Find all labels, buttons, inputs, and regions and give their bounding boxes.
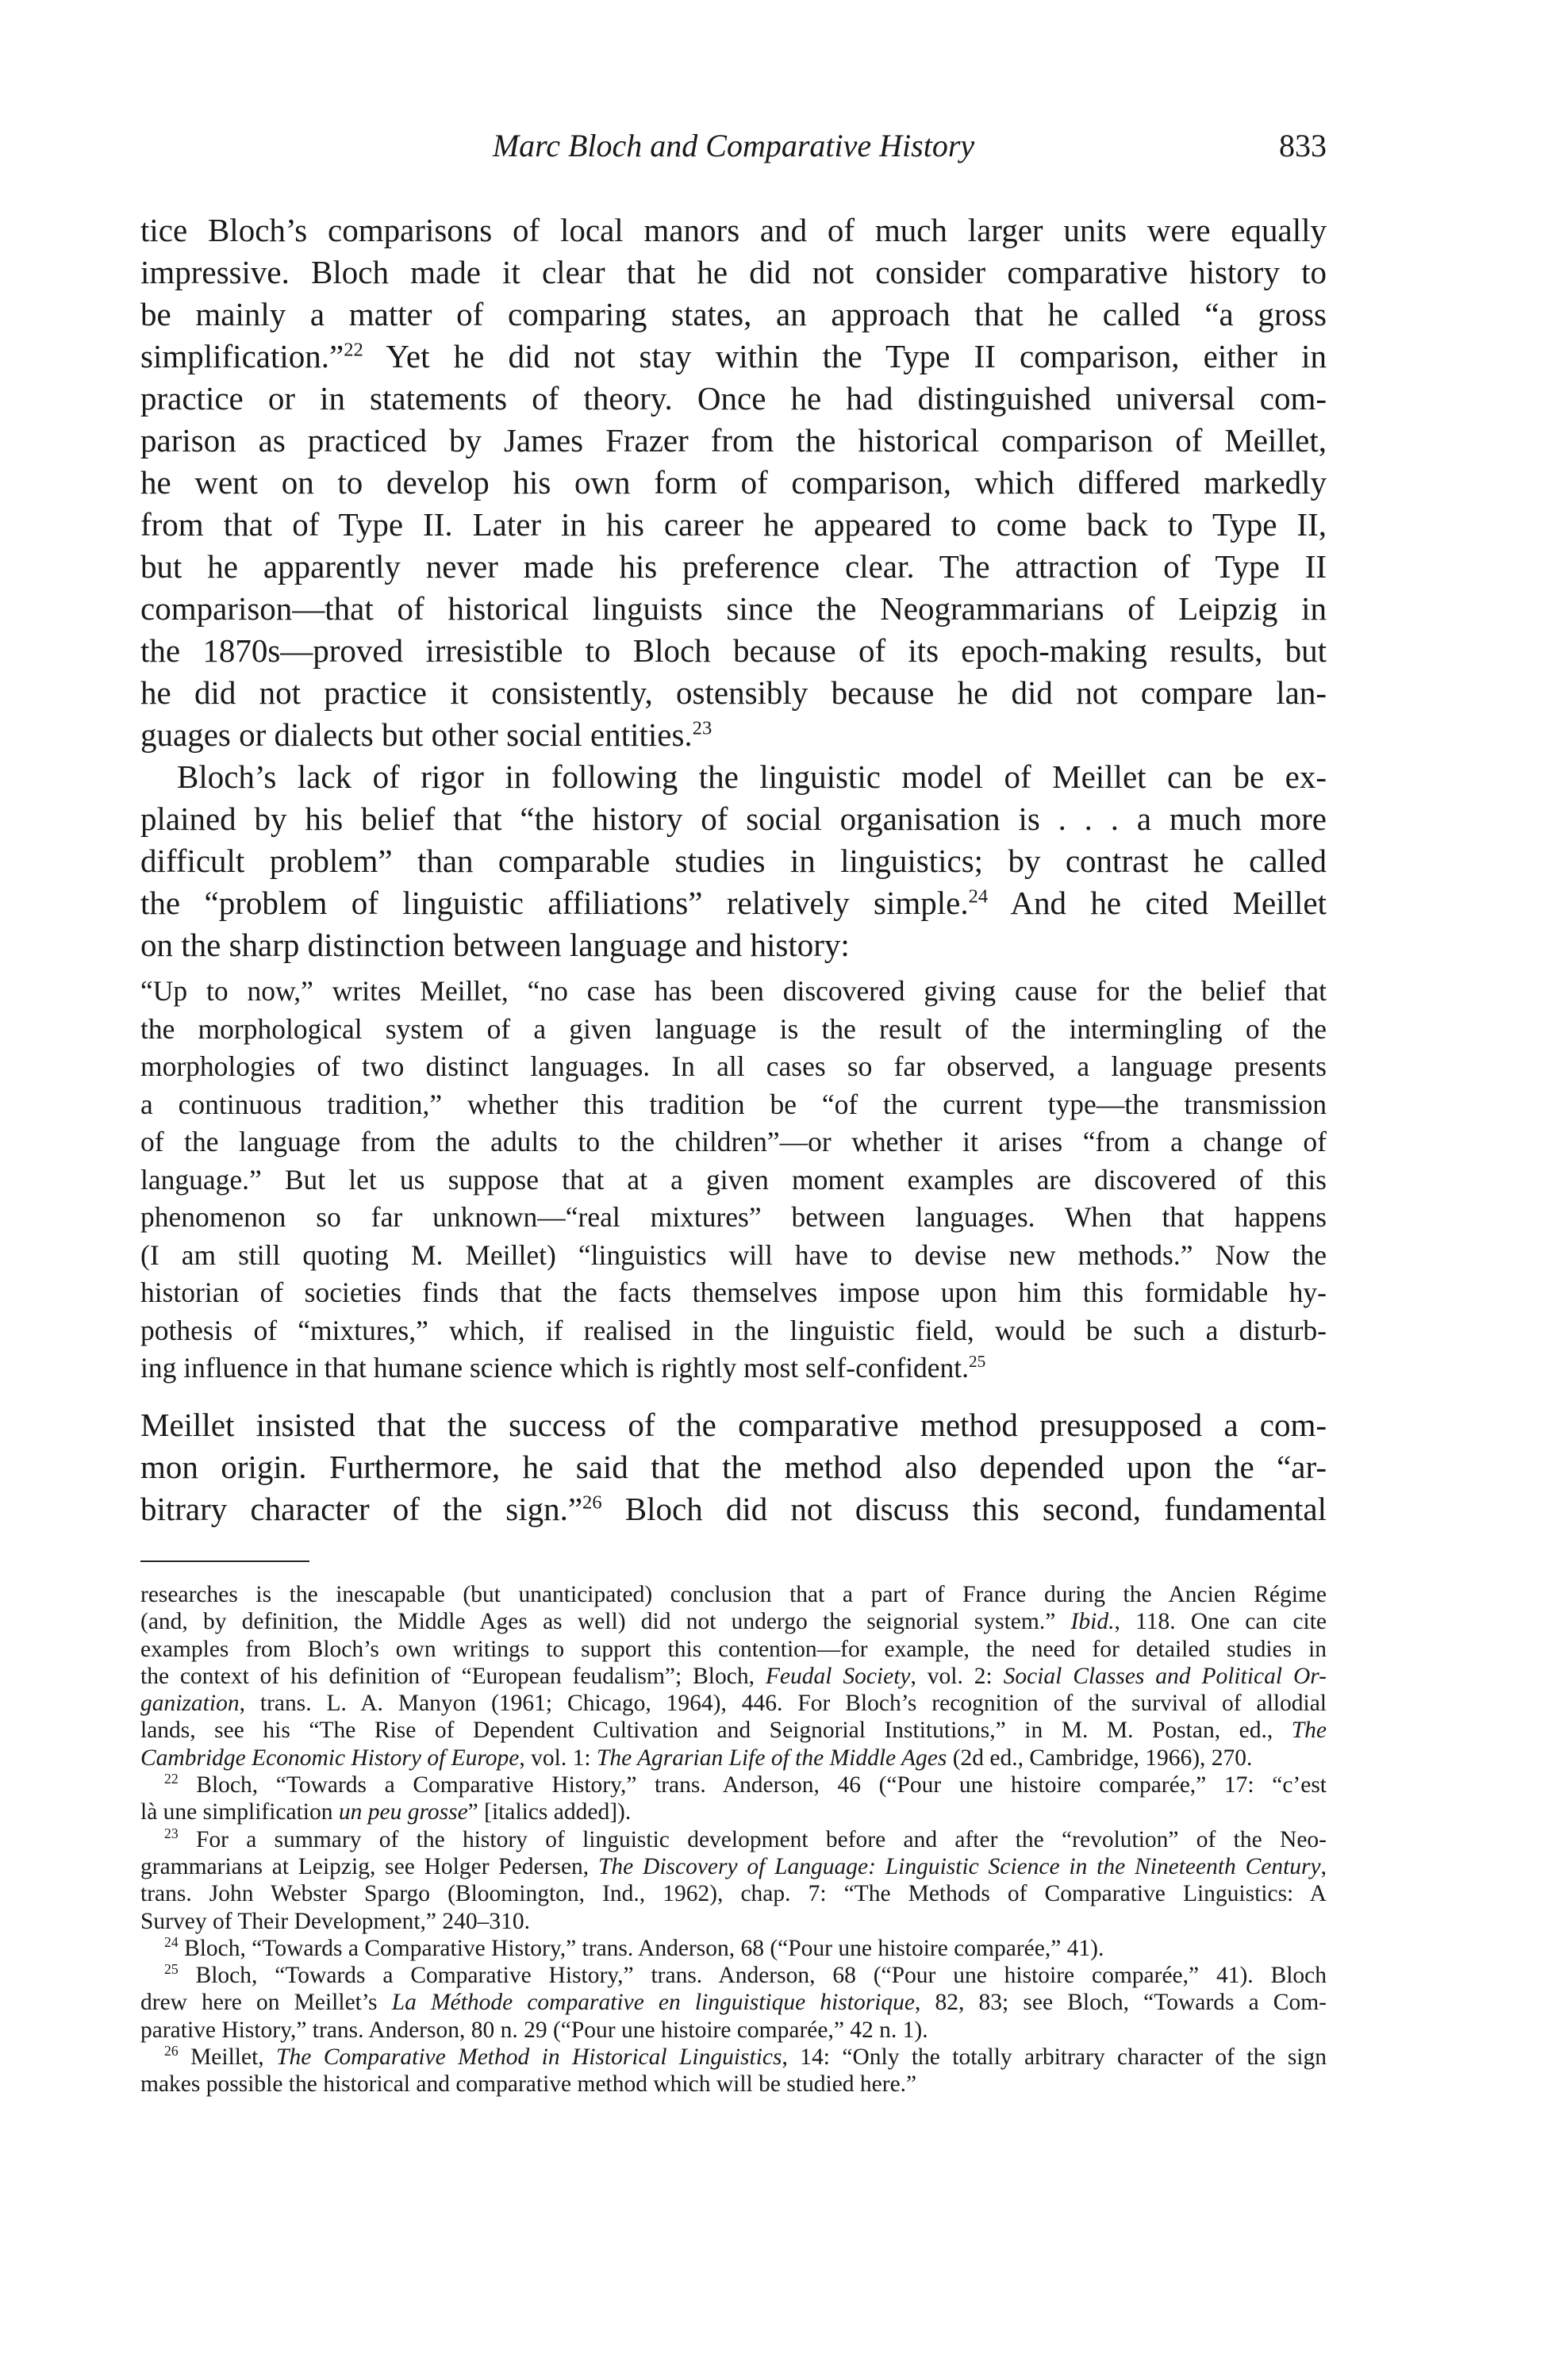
footnote-line (140, 1880, 1327, 1907)
text-run: Bloch’s lack of rigor in following the linguistic model of Meillet can be ex- (177, 758, 1327, 795)
text-line (140, 588, 1327, 630)
text-run: he went on to develop his own form of comparison, which differed markedly (140, 464, 1327, 501)
text-run: (2d ed., Cambridge, 1966), 270. (947, 1745, 1253, 1771)
footnote-line (140, 1745, 1327, 1772)
text-run: , 118. One can cite (1114, 1609, 1327, 1635)
text-run: the context of his definition of “European feudalism”; Bloch, (140, 1663, 766, 1689)
footnote-line (140, 1717, 1327, 1744)
text-line (140, 756, 1327, 798)
text-run: , 14: “Only the totally arbitrary character of the sign (782, 2044, 1327, 2071)
text-line (140, 462, 1327, 504)
footnote-marker: 23 (692, 717, 712, 739)
text-run: on the sharp distinction between language and history: (140, 927, 850, 963)
text-run: , vol. 2: (910, 1663, 1004, 1689)
text-run: parison as practiced by James Frazer from the historical comparison of Meillet, (140, 422, 1327, 459)
text-run: Bloch did not discuss this second, fundamental (601, 1491, 1327, 1527)
text-line (140, 840, 1327, 882)
text-line (140, 1446, 1327, 1488)
text-line (140, 1312, 1327, 1350)
paragraph-2 (140, 756, 1327, 966)
running-title: Marc Bloch and Comparative History (492, 128, 975, 163)
footnote-rule (140, 1560, 309, 1562)
text-line (140, 1404, 1327, 1446)
text-line (140, 504, 1327, 546)
text-line (140, 336, 1327, 378)
text-line (140, 1237, 1327, 1275)
footnote-number: 24 (164, 1934, 179, 1951)
footnote-line (140, 1908, 1327, 1935)
footnote-number: 26 (164, 2043, 179, 2059)
footnote-line (140, 1772, 1327, 1798)
footnote-line (140, 1798, 1327, 1825)
footnote-line (140, 1636, 1327, 1663)
text-run: Yet he did not stay within the Type II comparison, either in (363, 338, 1327, 374)
text-run: là une simplification (140, 1799, 339, 1825)
text-run: “Up to now,” writes Meillet, “no case has been discovered giving cause for the belief that (140, 975, 1327, 1007)
text-run: guages or dialects but other social entities. (140, 716, 693, 753)
text-run: simplification.” (140, 338, 344, 374)
text-run: ganization (140, 1691, 240, 1717)
text-run: grammarians at Leipzig, see Holger Pedersen, (140, 1853, 598, 1879)
footnote-marker: 26 (582, 1491, 602, 1514)
text-line (140, 714, 1327, 756)
text-run: historian of societies finds that the facts themselves impose upon him this formidable hy- (140, 1276, 1327, 1308)
text-line (140, 251, 1327, 294)
text-line (140, 973, 1327, 1011)
text-run: lands, see his “The Rise of Dependent Cultivation and Seignorial Institutions,” in M. M. Postan, ed., (140, 1718, 1292, 1744)
running-header (140, 127, 1327, 175)
footnote-line (140, 2044, 1327, 2071)
text-run: Cambridge Economic History of Europe (140, 1745, 520, 1771)
text-run: The Agrarian Life of the Middle Ages (596, 1745, 947, 1771)
text-run: parative History,” trans. Anderson, 80 n. 29 (“Pour une histoire comparée,” 42 n. 1). (140, 2017, 928, 2043)
text-line (140, 1199, 1327, 1237)
text-run: The Comparative Method in Historical Linguistics (276, 2044, 782, 2071)
text-run: Feudal Society (765, 1663, 911, 1689)
footnote-marker: 24 (968, 885, 989, 908)
text-run: ing influence in that humane science which is rightly most self-confident. (140, 1352, 970, 1384)
text-run: Social Classes and Political Or- (1003, 1663, 1327, 1689)
text-run: Bloch, “Towards a Comparative History,” trans. Anderson, 68 (“Pour une histoire comparée,” 41). Bloch (178, 1963, 1327, 1989)
text-line (140, 420, 1327, 462)
text-run: mon origin. Furthermore, he said that the method also depended upon the “ar- (140, 1449, 1327, 1485)
footnote-line (140, 2071, 1327, 2098)
text-run: ” [italics added]). (467, 1799, 632, 1825)
text-run: For a summary of the history of linguistic development before and after the “revolution” of the Neo- (178, 1826, 1327, 1852)
text-line (140, 882, 1327, 924)
text-run: phenomenon so far unknown—“real mixtures” between languages. When that happens (140, 1201, 1327, 1233)
text-run: , vol. 1: (519, 1745, 597, 1771)
footnote-number: 25 (164, 1961, 179, 1978)
text-run: bitrary character of the sign.” (140, 1491, 583, 1527)
text-line (140, 1274, 1327, 1312)
text-run: of the language from the adults to the children”—or whether it arises “from a change of (140, 1126, 1327, 1157)
text-line (140, 378, 1327, 420)
text-line (140, 1048, 1327, 1086)
text-run: , trans. L. A. Manyon (1961; Chicago, 1964), 446. For Bloch’s recognition of the survival of allodial (239, 1691, 1327, 1717)
block-quote (140, 973, 1327, 1388)
text-run: trans. John Webster Spargo (Bloomington, Ind., 1962), chap. 7: “The Methods of Comparative Linguistics: A (140, 1881, 1327, 1907)
footnotes (140, 1581, 1327, 2098)
text-run: The (1291, 1718, 1327, 1744)
text-run: La Méthode comparative en linguistique historique (391, 1990, 916, 2016)
text-run: drew here on Meillet’s (140, 1990, 392, 2016)
text-line (140, 1086, 1327, 1124)
paragraph-3 (140, 1404, 1327, 1530)
footnote-line (140, 1581, 1327, 1608)
text-line (140, 798, 1327, 840)
text-run: examples from Bloch’s own writings to support this contention—for example, the need for detailed studies in (140, 1636, 1327, 1662)
footnote-line (140, 1962, 1327, 1989)
text-run: comparison—that of historical linguists since the Neogrammarians of Leipzig in (140, 590, 1327, 627)
text-line (140, 1123, 1327, 1161)
footnote-line (140, 2017, 1327, 2044)
text-line (140, 630, 1327, 672)
footnote-line (140, 1826, 1327, 1853)
page-number: 833 (1279, 128, 1327, 163)
text-run: makes possible the historical and comparative method which will be studied here.” (140, 2071, 917, 2098)
text-run: , (1320, 1853, 1327, 1879)
text-run: but he apparently never made his preference clear. The attraction of Type II (140, 548, 1327, 585)
text-run: from that of Type II. Later in his career he appeared to come back to Type II, (140, 506, 1327, 543)
text-run: Bloch, “Towards a Comparative History,” trans. Anderson, 68 (“Pour une histoire comparée,” 41). (178, 1935, 1104, 1961)
footnote-line (140, 1608, 1327, 1635)
text-run: And he cited Meillet (988, 885, 1327, 921)
text-run: (and, by definition, the Middle Ages as well) did not undergo the seignorial system.” (140, 1609, 1071, 1635)
text-line (140, 672, 1327, 714)
text-run: difficult problem” than comparable studies in linguistics; by contrast he called (140, 843, 1327, 879)
text-run: researches is the inescapable (but unanticipated) conclusion that a part of France during the Ancien Régime (140, 1582, 1327, 1607)
text-run: Meillet, (178, 2044, 277, 2071)
footnote-line (140, 1935, 1327, 1962)
text-line (140, 924, 1327, 966)
text-run: the 1870s—proved irresistible to Bloch because of its epoch-making results, but (140, 632, 1327, 669)
text-run: plained by his belief that “the history of social organisation is . . . a much more (140, 800, 1327, 837)
text-run: impressive. Bloch made it clear that he did not consider comparative history to (140, 254, 1327, 290)
paragraph-1 (140, 209, 1327, 756)
footnote-number: 22 (164, 1771, 179, 1787)
text-run: tice Bloch’s comparisons of local manors and of much larger units were equally (140, 212, 1327, 248)
text-run: a continuous tradition,” whether this tradition be “of the current type—the transmission (140, 1088, 1327, 1120)
text-run: The Discovery of Language: Linguistic Science in the Nineteenth Century (597, 1853, 1321, 1879)
text-line (140, 546, 1327, 588)
text-run: (I am still quoting M. Meillet) “linguistics will have to devise new methods.” Now the (140, 1238, 1327, 1271)
text-run: the “problem of linguistic affiliations” relatively simple. (140, 885, 969, 921)
footnote-marker: 25 (969, 1352, 986, 1372)
footnote-line (140, 1853, 1327, 1880)
text-run: Survey of Their Development,” 240–310. (140, 1908, 531, 1934)
text-run: pothesis of “mixtures,” which, if realised in the linguistic field, would be such a disturb- (140, 1314, 1327, 1346)
text-run: , 82, 83; see Bloch, “Towards a Com- (915, 1990, 1327, 2016)
text-run: language.” But let us suppose that at a given moment examples are discovered of this (140, 1163, 1327, 1196)
text-run: he did not practice it consistently, ostensibly because he did not compare lan- (140, 674, 1327, 711)
text-line (140, 1161, 1327, 1200)
text-line (140, 294, 1327, 336)
text-run: practice or in statements of theory. Once he had distinguished universal com- (140, 380, 1327, 416)
text-run: un peu grosse (338, 1799, 468, 1825)
text-run: Bloch, “Towards a Comparative History,” trans. Anderson, 46 (“Pour une histoire comparée,” 17: “c’est (178, 1772, 1327, 1798)
footnote-line (140, 1663, 1327, 1690)
text-run: morphologies of two distinct languages. In all cases so far observed, a language presents (140, 1050, 1327, 1082)
text-line (140, 1349, 1327, 1388)
text-line (140, 1011, 1327, 1049)
text-run: Ibid. (1070, 1609, 1115, 1635)
footnote-number: 23 (164, 1825, 179, 1841)
footnote-marker: 22 (344, 339, 363, 361)
text-run: Meillet insisted that the success of the comparative method presupposed a com- (140, 1407, 1327, 1443)
text-run: be mainly a matter of comparing states, an approach that he called “a gross (140, 296, 1327, 332)
text-line (140, 1488, 1327, 1530)
footnote-line (140, 1690, 1327, 1717)
footnote-line (140, 1989, 1327, 2016)
text-line (140, 209, 1327, 251)
text-run: the morphological system of a given language is the result of the intermingling of the (140, 1012, 1327, 1045)
